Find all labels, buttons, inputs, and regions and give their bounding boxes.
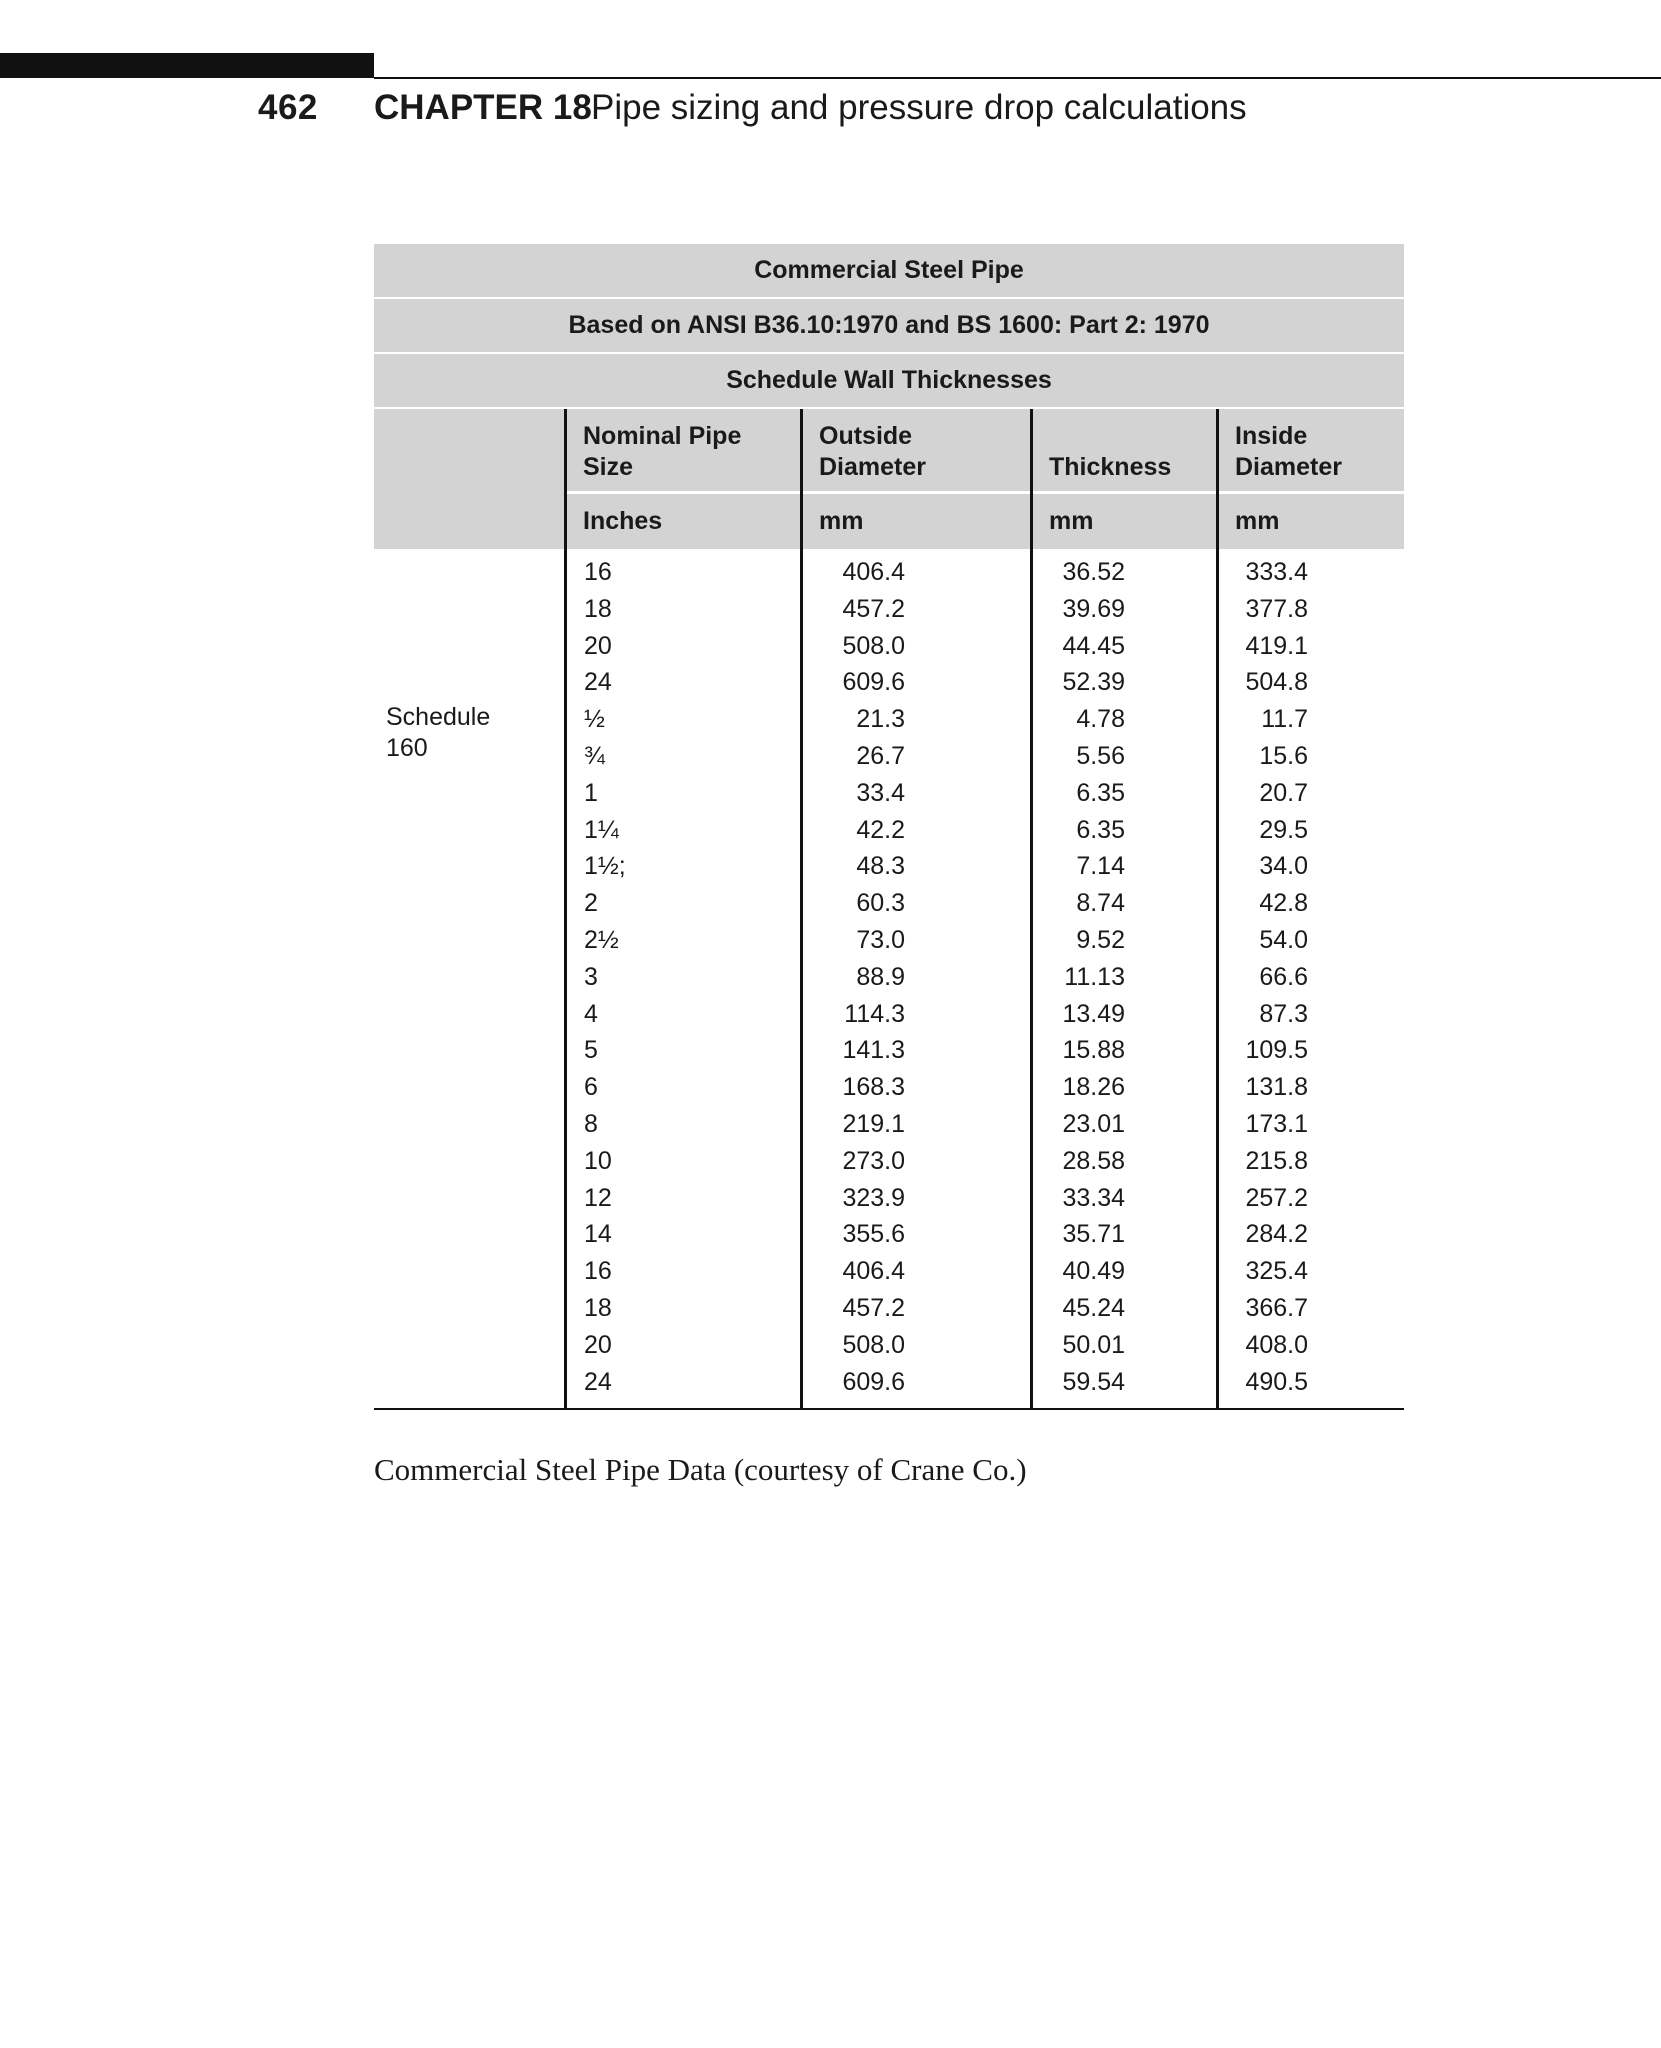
cell-nominal-size: 4 (584, 999, 598, 1028)
cell-thickness: 6.35 (1076, 778, 1125, 807)
cell-outside-diameter: 42.2 (856, 815, 905, 844)
cell-outside-diameter: 609.6 (842, 1367, 905, 1396)
cell-thickness: 6.35 (1076, 815, 1125, 844)
cell-outside-diameter: 609.6 (842, 668, 905, 697)
table-row (374, 922, 1404, 959)
cell-inside-diameter: 173.1 (1245, 1109, 1308, 1138)
cell-inside-diameter: 15.6 (1259, 741, 1308, 770)
col-header-id-line2: Diameter (1235, 453, 1342, 481)
cell-outside-diameter: 88.9 (856, 962, 905, 991)
cell-inside-diameter: 66.6 (1259, 962, 1308, 991)
cell-outside-diameter: 457.2 (842, 1293, 905, 1322)
table-row (374, 812, 1404, 849)
table-row (374, 775, 1404, 812)
table-bottom-rule (374, 1408, 1404, 1410)
cell-outside-diameter: 355.6 (842, 1220, 905, 1249)
cell-thickness: 35.71 (1062, 1220, 1125, 1249)
cell-thickness: 4.78 (1076, 705, 1125, 734)
unit-thickness: mm (1032, 494, 1216, 549)
cell-inside-diameter: 490.5 (1245, 1367, 1308, 1396)
cell-nominal-size: 5 (584, 1036, 598, 1065)
page-number: 462 (258, 88, 318, 127)
cell-thickness: 15.88 (1062, 1036, 1125, 1065)
pipe-data-table (374, 244, 1404, 1412)
cell-thickness: 33.34 (1062, 1183, 1125, 1212)
schedule-label-line1: Schedule (386, 703, 491, 731)
cell-outside-diameter: 406.4 (842, 1257, 905, 1286)
col-header-thickness-line1 (1049, 421, 1216, 452)
cell-thickness: 36.52 (1062, 558, 1125, 586)
cell-inside-diameter: 215.8 (1245, 1146, 1308, 1175)
cell-thickness: 9.52 (1076, 925, 1125, 954)
cell-outside-diameter: 60.3 (856, 889, 905, 918)
cell-outside-diameter: 508.0 (842, 1330, 905, 1359)
table-row (374, 738, 1404, 775)
cell-nominal-size: 1 (584, 778, 598, 807)
cell-nominal-size: 24 (584, 1367, 612, 1396)
cell-nominal-size: 24 (584, 668, 612, 697)
cell-outside-diameter: 73.0 (856, 925, 905, 954)
cell-outside-diameter: 323.9 (842, 1183, 905, 1212)
cell-outside-diameter: 141.3 (842, 1036, 905, 1065)
cell-thickness: 7.14 (1076, 852, 1125, 881)
cell-nominal-size: 18 (584, 1293, 612, 1322)
cell-thickness: 40.49 (1062, 1257, 1125, 1286)
col-header-nps (566, 409, 800, 491)
col-header-od-line1: Outside (819, 422, 913, 450)
table-row (374, 1069, 1404, 1106)
cell-thickness: 8.74 (1076, 889, 1125, 918)
cell-thickness: 23.01 (1062, 1109, 1125, 1138)
cell-nominal-size: 12 (584, 1183, 612, 1212)
cell-nominal-size: 14 (584, 1220, 612, 1249)
table-row (374, 701, 1404, 738)
col-header-od (802, 409, 1030, 491)
table-title: Commercial Steel Pipe (374, 244, 1404, 297)
col-header-thickness (1032, 409, 1216, 491)
cell-nominal-size: 1¼ (584, 815, 619, 844)
cell-nominal-size: ¾ (584, 741, 605, 770)
cell-inside-diameter: 333.4 (1245, 558, 1308, 586)
table-row (374, 1106, 1404, 1143)
cell-nominal-size: 20 (584, 631, 612, 660)
cell-nominal-size: 16 (584, 558, 612, 586)
table-row (374, 959, 1404, 996)
cell-thickness: 39.69 (1062, 594, 1125, 623)
cell-nominal-size: 16 (584, 1257, 612, 1286)
chapter-title: Pipe sizing and pressure drop calculations (591, 88, 1247, 127)
table-row (374, 1327, 1404, 1364)
table-row (374, 628, 1404, 665)
cell-nominal-size: 10 (584, 1146, 612, 1175)
table-row (374, 554, 1404, 591)
cell-inside-diameter: 325.4 (1245, 1257, 1308, 1286)
table-row (374, 1216, 1404, 1253)
cell-inside-diameter: 504.8 (1245, 668, 1308, 697)
cell-inside-diameter: 29.5 (1259, 815, 1308, 844)
cell-inside-diameter: 419.1 (1245, 631, 1308, 660)
cell-outside-diameter: 508.0 (842, 631, 905, 660)
col-header-thickness-line2: Thickness (1049, 453, 1172, 481)
cell-thickness: 11.13 (1064, 962, 1125, 991)
table-row (374, 848, 1404, 885)
table-row (374, 1364, 1404, 1401)
table-row (374, 996, 1404, 1033)
cell-nominal-size: 8 (584, 1109, 598, 1138)
unit-id: mm (1218, 494, 1404, 549)
cell-nominal-size: 3 (584, 962, 598, 991)
figure-caption: Commercial Steel Pipe Data (courtesy of Crane Co.) (374, 1452, 1027, 1487)
cell-nominal-size: 18 (584, 594, 612, 623)
cell-outside-diameter: 406.4 (842, 558, 905, 586)
unit-od: mm (802, 494, 1030, 549)
table-row (374, 1180, 1404, 1217)
cell-inside-diameter: 257.2 (1245, 1183, 1308, 1212)
cell-nominal-size: 1½; (584, 852, 626, 881)
cell-inside-diameter: 34.0 (1259, 852, 1308, 881)
chapter-label: CHAPTER 18 (374, 88, 592, 127)
cell-inside-diameter: 109.5 (1245, 1036, 1308, 1065)
cell-nominal-size: ½ (584, 705, 605, 734)
cell-thickness: 13.49 (1062, 999, 1125, 1028)
table-row (374, 1143, 1404, 1180)
cell-inside-diameter: 408.0 (1245, 1330, 1308, 1359)
table-row (374, 591, 1404, 628)
cell-inside-diameter: 20.7 (1259, 778, 1308, 807)
cell-thickness: 45.24 (1062, 1293, 1125, 1322)
cell-outside-diameter: 26.7 (856, 741, 905, 770)
cell-inside-diameter: 11.7 (1261, 705, 1308, 734)
cell-outside-diameter: 457.2 (842, 594, 905, 623)
table-standard: Based on ANSI B36.10:1970 and BS 1600: Part 2: 1970 (374, 299, 1404, 352)
cell-nominal-size: 20 (584, 1330, 612, 1359)
col-header-od-line2: Diameter (819, 453, 926, 481)
cell-inside-diameter: 377.8 (1245, 594, 1308, 623)
schedule-label-line2: 160 (386, 734, 428, 762)
cell-thickness: 18.26 (1062, 1073, 1125, 1102)
table-row (374, 1032, 1404, 1069)
cell-nominal-size: 6 (584, 1073, 598, 1102)
group-header-empty (374, 409, 564, 549)
cell-inside-diameter: 131.8 (1245, 1073, 1308, 1102)
unit-nps: Inches (566, 494, 800, 549)
table-row (374, 664, 1404, 701)
cell-outside-diameter: 114.3 (844, 999, 905, 1028)
cell-thickness: 5.56 (1076, 741, 1125, 770)
cell-inside-diameter: 284.2 (1245, 1220, 1308, 1249)
cell-outside-diameter: 168.3 (842, 1073, 905, 1102)
cell-outside-diameter: 48.3 (856, 852, 905, 881)
cell-thickness: 50.01 (1062, 1330, 1125, 1359)
cell-thickness: 59.54 (1062, 1367, 1125, 1396)
table-row (374, 1253, 1404, 1290)
col-header-id (1218, 409, 1404, 491)
cell-thickness: 44.45 (1062, 631, 1125, 660)
cell-thickness: 52.39 (1062, 668, 1125, 697)
cell-inside-diameter: 366.7 (1245, 1293, 1308, 1322)
cell-outside-diameter: 273.0 (842, 1146, 905, 1175)
cell-outside-diameter: 21.3 (856, 705, 905, 734)
cell-nominal-size: 2½ (584, 925, 619, 954)
col-header-nps-line1: Nominal Pipe (583, 422, 742, 450)
table-body (374, 554, 1404, 1400)
header-bar (0, 53, 374, 78)
cell-thickness: 28.58 (1062, 1146, 1125, 1175)
col-header-nps-line2: Size (583, 453, 634, 481)
col-header-id-line1: Inside (1235, 422, 1308, 450)
cell-inside-diameter: 87.3 (1259, 999, 1308, 1028)
cell-inside-diameter: 54.0 (1259, 925, 1308, 954)
header-rule (374, 77, 1661, 79)
table-row (374, 885, 1404, 922)
table-section: Schedule Wall Thicknesses (374, 354, 1404, 407)
cell-inside-diameter: 42.8 (1259, 889, 1308, 918)
cell-outside-diameter: 219.1 (842, 1109, 905, 1138)
table-row (374, 1290, 1404, 1327)
cell-nominal-size: 2 (584, 889, 598, 918)
cell-outside-diameter: 33.4 (856, 778, 905, 807)
